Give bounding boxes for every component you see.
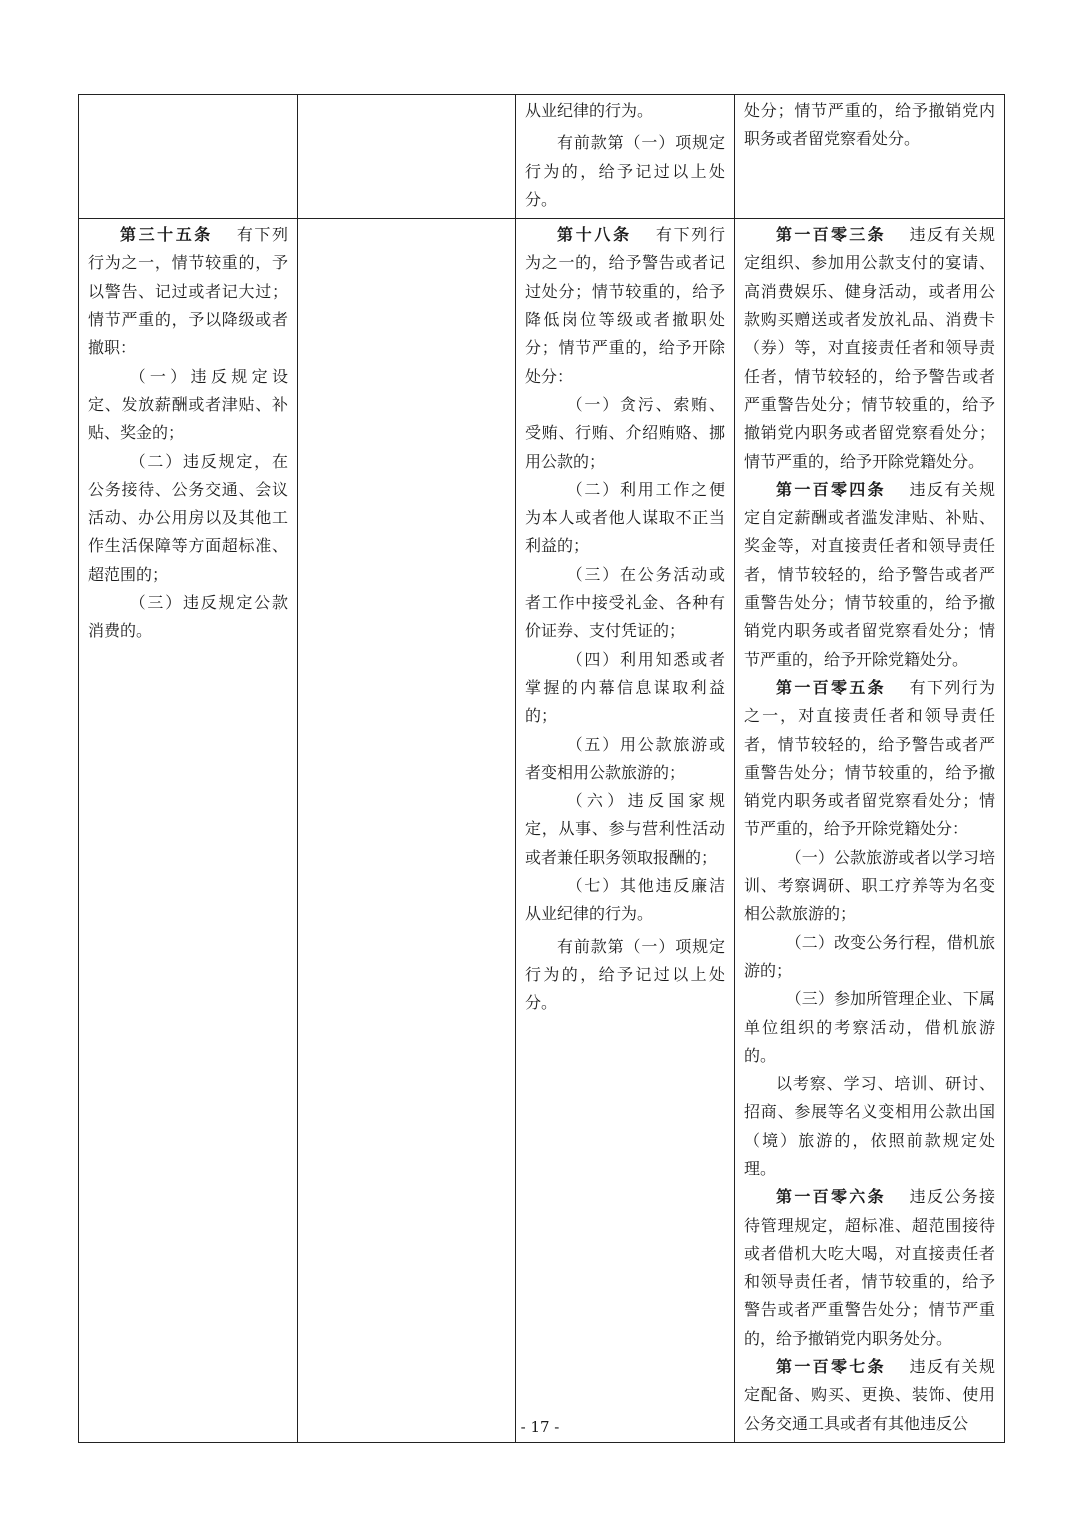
list-item: （二）利用工作之便为本人或者他人谋取不正当利益的； (525, 479, 725, 556)
list-item: （三）参加所管理企业、下属单位组织的考察活动，借机旅游的。 (744, 989, 995, 1065)
row2-col4-cell (735, 219, 1005, 1443)
closing-paragraph: 以考察、学习、培训、研讨、招商、参展等名义变相用公款出国（境）旅游的，依照前款规定处理。 (744, 1074, 995, 1178)
article-text: 有下列行为之一，对直接责任者和领导责任者，情节较轻的，给予警告或者严重警告处分；情节较重的，给予撤销党内职务或者留党察看处分；情节严重的，给予开除党籍处分： (744, 677, 995, 839)
article-heading: 第一百零三条 (776, 225, 886, 245)
article-text: 违反有关规定自定薪酬或者滥发津贴、补贴、奖金等，对直接责任者和领导责任者，情节较轻的，给予警告或者严重警告处分；情节较重的，给予撤销党内职务或者留党察看处分；情节严重的，给予开除党籍处分。 (744, 479, 995, 669)
row1-col3-cell (516, 95, 735, 219)
article-text: 有下列行为之一的，给予警告或者记过处分；情节较重的，给予降低岗位等级或者撤职处分；情节严重的，给予开除处分： (525, 225, 725, 386)
row1-col4-line: 处分；情节严重的，给予撤销党内职务或者留党察看处分。 (744, 101, 995, 149)
article-heading: 第一百零七条 (776, 1357, 886, 1377)
page-number: - 17 - (520, 1418, 560, 1436)
list-item: （二）改变公务行程，借机旅游的； (744, 932, 995, 980)
table-row (79, 219, 1005, 1443)
row1-col2-cell (298, 95, 516, 219)
article-heading: 第一百零四条 (776, 479, 886, 499)
list-item: （六）违反国家规定，从事、参与营利性活动或者兼任职务领取报酬的； (525, 791, 725, 867)
list-item: （一）违反规定设定、发放薪酬或者津贴、补贴、奖金的； (88, 366, 288, 443)
row1-col1-cell (79, 95, 298, 219)
article-heading: 第十八条 (557, 225, 632, 245)
row2-col1-cell (79, 219, 298, 1443)
article-text: 有下列行为之一，情节较重的，予以警告、记过或者记大过；情节严重的，予以降级或者撤职： (88, 225, 288, 358)
list-item: （四）利用知悉或者掌握的内幕信息谋取利益的； (525, 649, 725, 726)
list-item: （七）其他违反廉洁从业纪律的行为。 (525, 876, 725, 924)
table-row (79, 95, 1005, 219)
article-text: 违反有关规定组织、参加用公款支付的宴请、高消费娱乐、健身活动，或者用公款购买赠送或者发放礼品、消费卡（券）等，对直接责任者和领导责任者，情节较轻的，给予警告或者严重警告处分；情节较重的，给予撤销党内职务或者留党察看处分；情节严重的，给予开除党籍处分。 (744, 225, 995, 471)
article-heading: 第一百零六条 (776, 1187, 886, 1207)
row2-col3-cell (516, 219, 735, 1443)
list-item: （二）违反规定，在公务接待、公务交通、会议活动、办公用房以及其他工作生活保障等方面超标准、超范围的； (88, 451, 288, 584)
list-item: （三）违反规定公款消费的。 (88, 593, 288, 641)
list-item: （三）在公务活动或者工作中接受礼金、各种有价证券、支付凭证的； (525, 564, 725, 641)
regulation-comparison-table (78, 94, 1005, 1443)
list-item: （一）公款旅游或者以学习培训、考察调研、职工疗养等为名变相公款旅游的； (744, 847, 995, 924)
closing-paragraph: 有前款第（一）项规定行为的，给予记过以上处分。 (525, 936, 725, 1013)
article-heading: 第三十五条 (120, 225, 213, 245)
list-item: （一）贪污、索贿、受贿、行贿、介绍贿赂、挪用公款的； (525, 394, 725, 471)
list-item: （五）用公款旅游或者变相用公款旅游的； (525, 734, 725, 782)
article-text: 违反公务接待管理规定，超标准、超范围接待或者借机大吃大喝，对直接责任者和领导责任者，情节较重的，给予警告或者严重警告处分；情节严重的，给予撤销党内职务处分。 (744, 1187, 995, 1348)
article-text: 违反有关规定配备、购买、更换、装饰、使用公务交通工具或者有其他违反公 (744, 1357, 995, 1433)
row1-col3-line: 有前款第（一）项规定行为的，给予记过以上处分。 (525, 133, 725, 209)
row1-col3-line: 从业纪律的行为。 (525, 101, 654, 120)
row2-col2-cell (298, 219, 516, 1443)
article-heading: 第一百零五条 (776, 677, 886, 697)
row1-col4-cell (735, 95, 1005, 219)
